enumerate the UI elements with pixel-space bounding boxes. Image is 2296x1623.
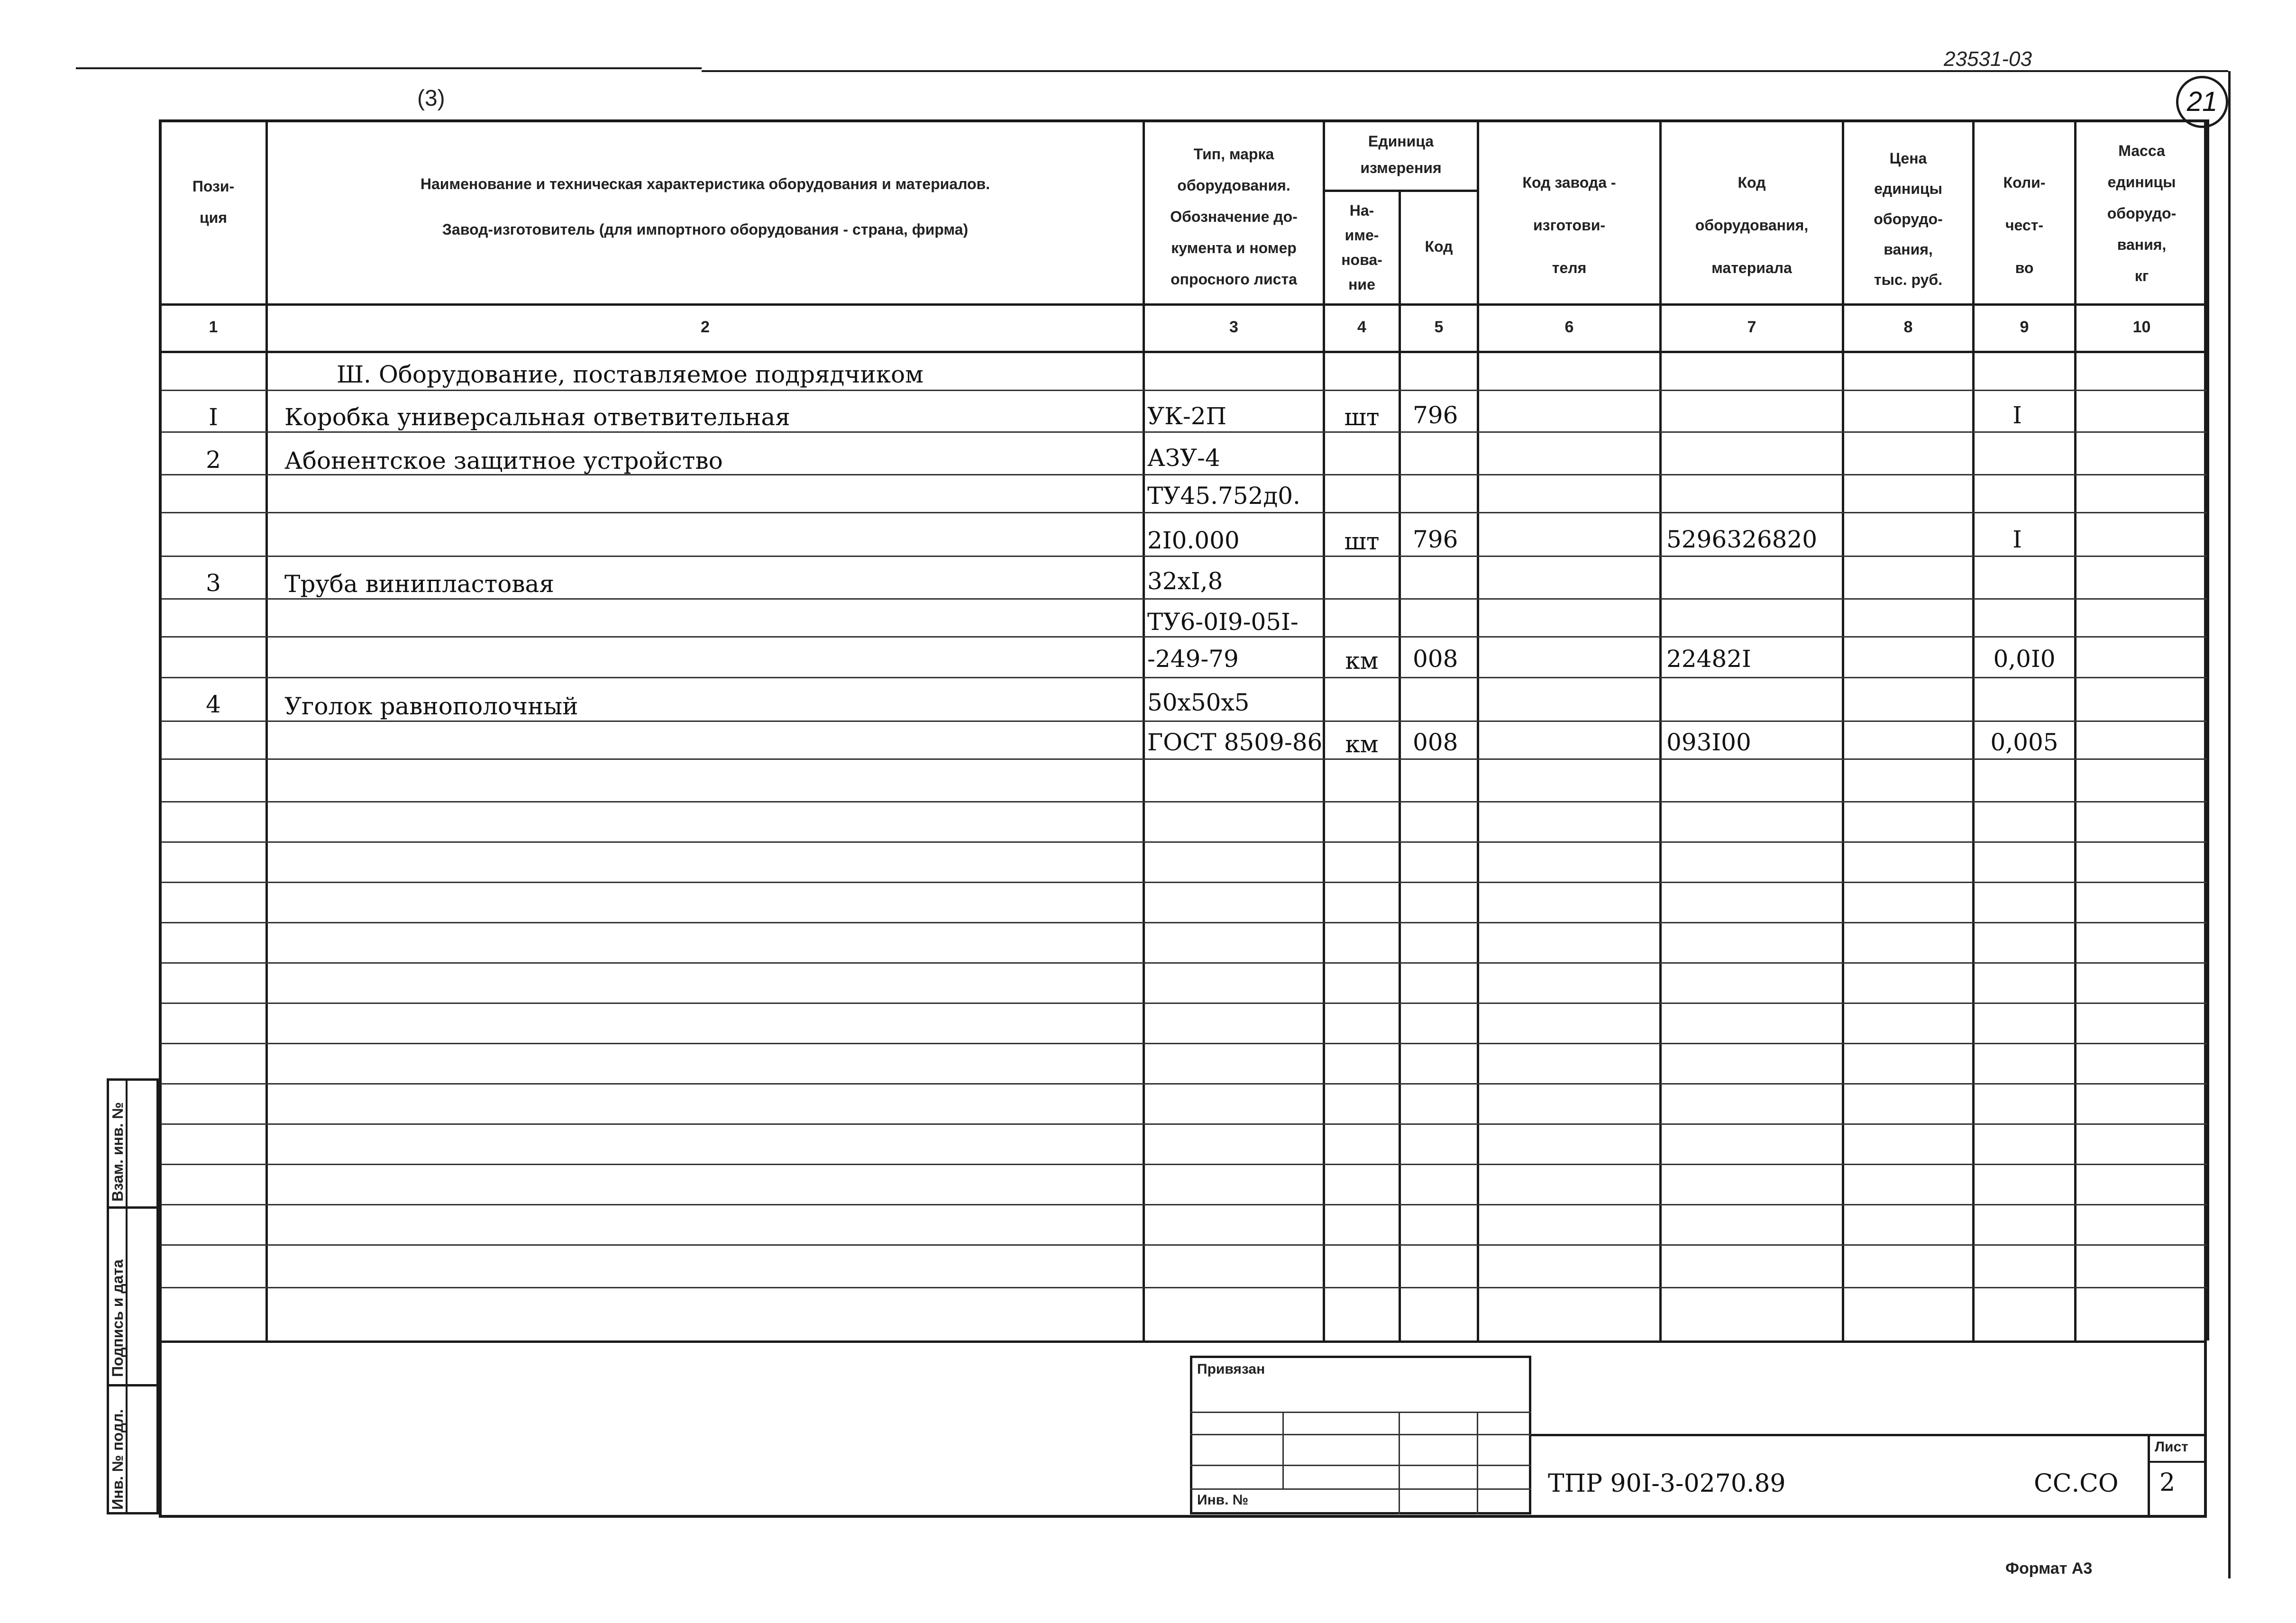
row-unit: шт [1344,403,1380,431]
stamp-privyazan: Привязан [1197,1361,1265,1377]
side-label-replaced-inv: Взам. инв. № [109,1102,126,1202]
colnum-9: 9 [2020,318,2029,336]
row-rule [161,1204,2207,1205]
row-type: УК-2П [1147,402,1227,430]
row-rule [161,556,2207,557]
row-rule [161,720,2207,722]
row-code: 008 [1413,729,1458,756]
row-rule [161,1244,2207,1246]
row-position: 4 [206,691,221,718]
side-label-signature-date: Подпись и дата [109,1259,126,1377]
row-unit: км [1345,730,1379,758]
row-name: Уголок равнополочный [284,693,578,720]
section-title: Ш. Оборудование, поставляемое подрядчиком [337,361,924,388]
table-body-bottom [159,1340,2207,1343]
row-equipment-code: 22482I [1666,645,1751,673]
row-code: 008 [1413,645,1458,673]
colnum-8: 8 [1903,318,1913,336]
row-type: ГОСТ 8509-86 [1147,729,1323,756]
row-rule [161,841,2207,843]
sheet-number-circle: 21 [2176,76,2228,128]
colnum-10: 10 [2132,318,2151,336]
col-sep-10 [2207,119,2209,1340]
row-type: 32xI,8 [1147,567,1223,595]
row-rule [161,1287,2207,1288]
row-rule [161,390,2207,391]
row-rule [161,758,2207,760]
stamp-col-2 [1399,1412,1400,1514]
row-name: Коробка универсальная ответвительная [284,403,790,431]
colnum-3: 3 [1229,318,1238,336]
header-unit-name: На- име- нова- ние [1341,202,1382,293]
header-name: Наименование и техническая характеристика оборудования и материалов. Завод-изготовитель (для импортного оборудования - страна, фирма) [420,175,990,238]
row-quantity: I [2012,401,2022,429]
col-sep-2 [1143,119,1145,1340]
row-position: 3 [206,569,221,597]
header-mass: Масса единицы оборудо- вания, кг [2107,142,2177,284]
header-unit-code: Код [1425,238,1453,255]
row-rule [161,677,2207,678]
row-unit: шт [1344,528,1380,555]
row-equipment-code: 093I00 [1666,729,1751,756]
row-rule [161,962,2207,964]
colnum-4: 4 [1357,318,1366,336]
row-rule [161,1003,2207,1004]
row-rule [161,801,2207,802]
row-type: 50x50x5 [1147,689,1250,716]
col-sep-6 [1659,119,1662,1340]
row-type: ТУ6-0I9-05I- [1147,608,1299,636]
col-sep-1 [265,119,268,1340]
binding-strip-rule-2 [107,1384,159,1386]
row-name: Абонентское защитное устройство [284,447,723,474]
colnum-5: 5 [1434,318,1444,336]
stamp-col-3 [1477,1412,1478,1514]
row-position: I [209,403,218,431]
row-position: 2 [206,446,221,474]
document-code: СС.СО [2034,1469,2119,1498]
header-equipment-code: Код оборудования, материала [1695,174,1809,276]
designation-top-rule [1531,1434,2207,1436]
stamp-rule-3 [1190,1465,1531,1466]
row-rule [161,512,2207,513]
list-number: 2 [2159,1468,2176,1497]
row-rule [161,882,2207,883]
format-label: Формат А3 [2005,1559,2093,1577]
row-rule [161,1043,2207,1044]
col-sep-5 [1477,119,1479,1340]
col-sep-9 [2074,119,2076,1340]
row-rule [161,1083,2207,1085]
header-unit: Единица измерения [1360,133,1442,176]
row-rule [161,1164,2207,1165]
colnum-2: 2 [701,318,710,336]
list-box-rule [2148,1461,2207,1463]
stamp-col-1 [1282,1412,1284,1488]
header-price: Цена единицы оборудо- вания, тыс. руб. [1874,150,1943,288]
col-sep-4 [1399,190,1401,1340]
header-quantity: Коли- чест- во [2003,174,2046,276]
colnum-7: 7 [1747,318,1756,336]
row-rule [161,1123,2207,1125]
colnum-1: 1 [209,318,218,336]
row-code: 796 [1413,401,1458,429]
row-type: ТУ45.752д0. [1147,482,1300,510]
row-unit: км [1345,647,1379,675]
colnum-6: 6 [1564,318,1574,336]
column-marker: (3) [417,86,445,111]
sheet-code: 23531-03 [1944,47,2032,71]
header-factory-code: Код завода - изготови- теля [1522,174,1616,276]
list-box-divider [2148,1434,2150,1517]
unit-header-divider [1323,190,1477,192]
header-position: Пози- ция [192,178,235,226]
row-quantity: I [2012,526,2022,553]
row-type: -249-79 [1147,645,1239,673]
header-bottom-rule [159,303,2207,306]
right-frame-edge [2228,71,2231,1578]
row-rule [161,636,2207,638]
drawing-designation: ТПР 90I-3-0270.89 [1548,1469,1786,1498]
col-sep-7 [1842,119,1844,1340]
top-rule-left [76,67,702,69]
row-quantity: 0,0I0 [1993,645,2056,673]
side-label-original-inv: Инв. № подл. [109,1409,126,1510]
stamp-rule-2 [1190,1434,1531,1435]
list-label: Лист [2155,1439,2188,1455]
header-type: Тип, марка оборудования. Обозначение до- кумента и номер опросного листа [1170,146,1298,288]
stamp-inv-no: Инв. № [1197,1492,1249,1508]
row-type: 2I0.000 [1147,527,1240,554]
row-rule [161,922,2207,923]
row-quantity: 0,005 [1990,729,2058,756]
colnum-bottom-rule [159,351,2207,353]
stamp-rule-4 [1190,1488,1531,1490]
row-code: 796 [1413,526,1458,553]
row-equipment-code: 5296326820 [1666,526,1818,553]
row-rule [161,431,2207,433]
stamp-rule-1 [1190,1412,1531,1413]
row-rule [161,598,2207,600]
row-name: Труба винипластовая [284,570,554,598]
row-type: АЗУ-4 [1147,444,1220,472]
binding-strip-rule-1 [107,1206,159,1209]
